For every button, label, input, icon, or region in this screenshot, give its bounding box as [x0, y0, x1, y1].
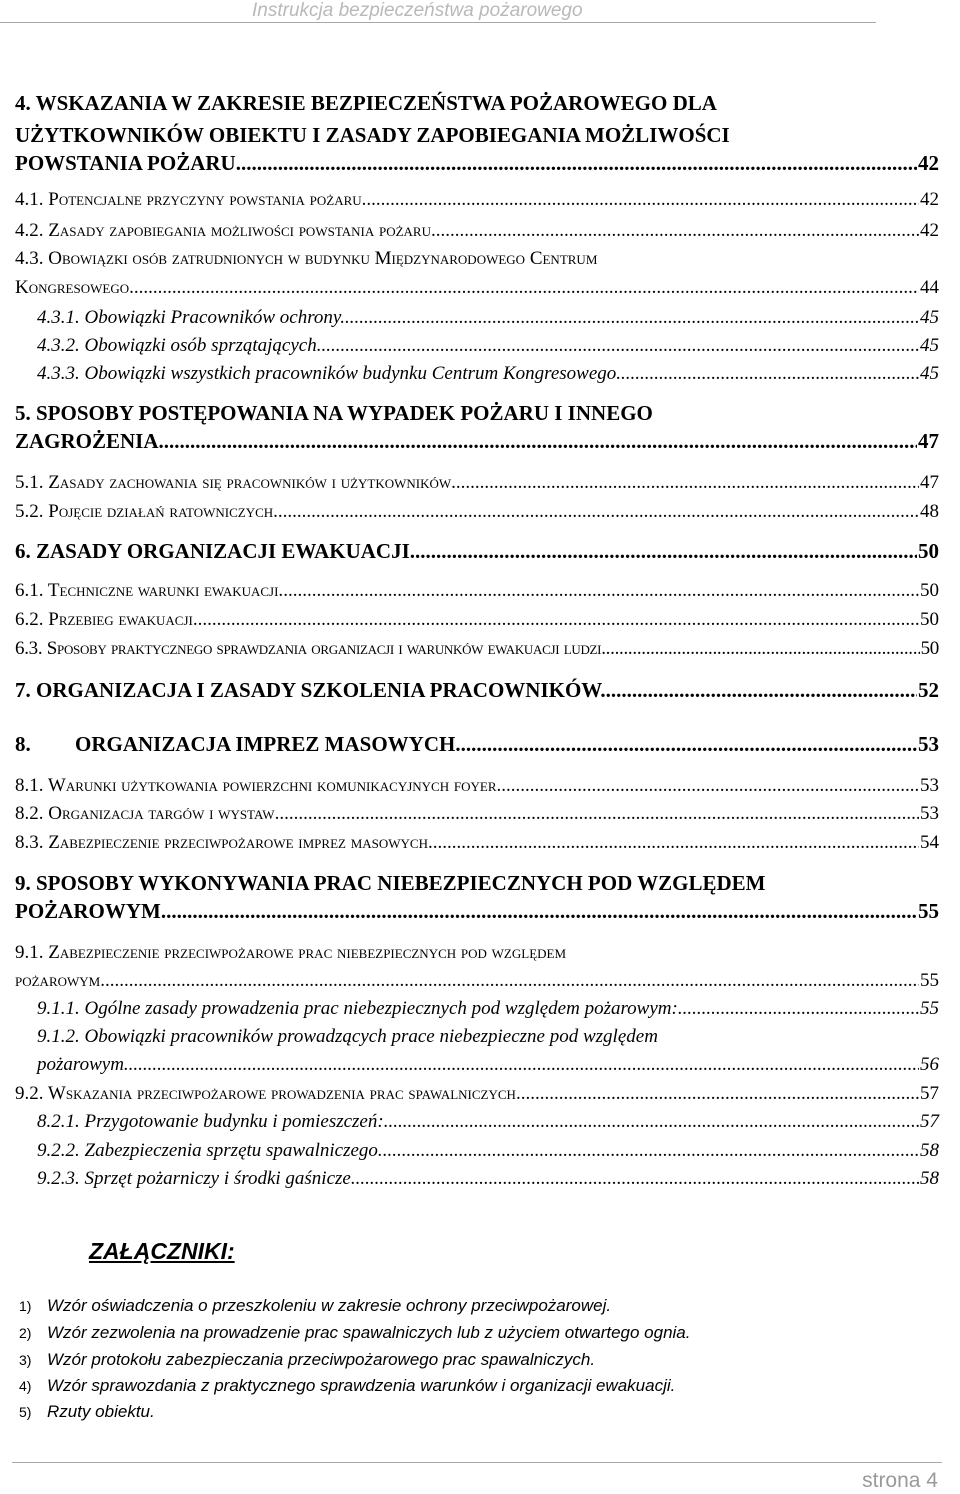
toc-entry-6-2[interactable]	[15, 607, 939, 633]
toc-section-9-line-1: 9. SPOSOBY WYKONYWANIA PRAC NIEBEZPIECZNYCH POD WZGLĘDEM	[15, 871, 766, 895]
document-header-title: Instrukcja bezpieczeństwa pożarowego	[252, 0, 583, 21]
attachment-number: 2)	[19, 1325, 32, 1341]
toc-entry-9-1-line-1: 9.1. Zabezpieczenie przeciwpożarowe prac niebezpiecznych pod względem	[15, 942, 567, 963]
toc-entry-title: 8.3. Zabezpieczenie przeciwpożarowe imprez masowych.	[15, 832, 433, 853]
toc-entry-section-7[interactable]	[15, 677, 939, 703]
toc-entry-title: Kongresowego.	[15, 277, 134, 298]
toc-entry-5-1[interactable]	[15, 470, 939, 496]
toc-entry-4-1[interactable]	[15, 187, 939, 213]
toc-entry-title: 4.1. Potencjalne przyczyny powstania pożaru.	[15, 189, 367, 210]
attachment-text: Wzór oświadczenia o przeszkoleniu w zakresie ochrony przeciwpożarowej.	[47, 1296, 612, 1315]
toc-dot-leader	[356, 1166, 919, 1192]
toc-section-5-line-1: 5. SPOSOBY POSTĘPOWANIA NA WYPADEK POŻARU I INNEGO	[15, 401, 653, 425]
toc-dot-leader	[278, 499, 919, 525]
toc-page-number: 52	[918, 678, 939, 702]
toc-entry-title: 8.2. Organizacja targów i wystaw.	[15, 803, 280, 824]
toc-dot-leader	[606, 636, 920, 662]
toc-entry-title: pożarowym.	[37, 1054, 129, 1075]
attachment-number: 1)	[19, 1298, 32, 1314]
attachment-item	[19, 1375, 675, 1397]
toc-entry-title: 9.1.1. Ogólne zasady prowadzenia prac niebezpiecznych pod względem pożarowym:	[37, 998, 678, 1019]
toc-entry-title: 9.2.2. Zabezpieczenia sprzętu spawalniczego.	[37, 1140, 383, 1161]
toc-entry-8-2[interactable]	[15, 801, 939, 827]
toc-page-number: 45	[920, 363, 939, 384]
toc-entry-section-8[interactable]	[15, 731, 939, 757]
toc-page-number: 56	[920, 1054, 939, 1075]
toc-entry-9-2-3[interactable]	[37, 1166, 939, 1192]
toc-entry-6-1[interactable]	[15, 578, 939, 604]
toc-page-number: 55	[918, 899, 939, 923]
toc-dot-leader	[678, 996, 919, 1022]
toc-dot-leader	[283, 578, 919, 604]
toc-dot-leader	[366, 187, 919, 213]
toc-dot-leader	[166, 898, 917, 924]
toc-page-number: 58	[920, 1168, 939, 1189]
attachment-text: Rzuty obiektu.	[47, 1402, 155, 1421]
toc-entry-title: 6. ZASADY ORGANIZACJI EWAKUACJI.	[15, 539, 416, 563]
toc-entry-title: ZAGROŻENIA.	[15, 429, 164, 453]
toc-entry-4-3-3[interactable]	[37, 361, 939, 387]
toc-entry-title: 4.2. Zasady zapobiegania możliwości powstania pożaru.	[15, 220, 436, 241]
toc-section-4-line-2: UŻYTKOWNIKÓW OBIEKTU I ZASADY ZAPOBIEGANIA MOŻLIWOŚCI	[15, 123, 730, 147]
toc-page-number: 45	[920, 307, 939, 328]
toc-dot-leader	[279, 801, 919, 827]
toc-entry-title: 6.2. Przebieg ewakuacji.	[15, 609, 198, 630]
toc-entry-title: 6.1. Techniczne warunki ewakuacji.	[15, 580, 284, 601]
attachment-item	[19, 1295, 611, 1317]
toc-entry-section-9[interactable]	[15, 898, 939, 924]
toc-entry-6-3[interactable]	[15, 636, 939, 662]
toc-dot-leader	[129, 1052, 919, 1078]
attachment-text: Wzór protokołu zabezpieczania przeciwpożarowego prac spawalniczych.	[47, 1350, 596, 1369]
toc-dot-leader	[164, 428, 917, 454]
toc-page-number: 53	[920, 775, 939, 796]
toc-entry-title: 8.1. Warunki użytkowania powierzchni komunikacyjnych foyer.	[15, 775, 502, 796]
attachments-heading: ZAŁĄCZNIKI:	[89, 1238, 235, 1264]
toc-page-number: 53	[920, 803, 939, 824]
toc-dot-leader	[501, 773, 919, 799]
toc-page-number: 48	[920, 501, 939, 522]
toc-entry-4-3-line-1: 4.3. Obowiązki osób zatrudnionych w budynku Międzynarodowego Centrum	[15, 248, 598, 269]
toc-dot-leader	[105, 968, 919, 994]
toc-entry-5-2[interactable]	[15, 499, 939, 525]
attachment-number: 5)	[19, 1404, 32, 1420]
toc-page-number: 50	[918, 539, 939, 563]
toc-entry-title: 9.2.3. Sprzęt pożarniczy i środki gaśnicze.	[37, 1168, 356, 1189]
toc-entry-8-1[interactable]	[15, 773, 939, 799]
toc-entry-title: 8.2.1. Przygotowanie budynku i pomieszczeń:	[37, 1111, 384, 1132]
toc-entry-8-3[interactable]	[15, 830, 939, 856]
toc-dot-leader	[415, 538, 917, 564]
toc-entry-9-1-2-line-1: 9.1.2. Obowiązki pracowników prowadzących prace niebezpieczne pod względem	[37, 1026, 658, 1047]
toc-entry-4-3[interactable]	[15, 275, 939, 301]
toc-page-number: 50	[920, 638, 939, 659]
toc-entry-9-1-2[interactable]	[37, 1052, 939, 1078]
toc-entry-number: 8.	[15, 732, 31, 756]
toc-dot-leader	[384, 1109, 919, 1135]
toc-entry-9-1[interactable]	[15, 968, 939, 994]
attachment-item	[19, 1401, 155, 1423]
toc-page-number: 42	[918, 151, 939, 175]
toc-entry-9-2-2[interactable]	[37, 1138, 939, 1164]
attachment-item	[19, 1349, 595, 1371]
toc-entry-9-1-1[interactable]	[37, 996, 939, 1022]
toc-entry-title: 5.1. Zasady zachowania się pracowników i użytkowników.	[15, 472, 456, 493]
toc-page-number: 58	[920, 1140, 939, 1161]
attachment-text: Wzór zezwolenia na prowadzenie prac spawalniczych lub z użyciem otwartego ognia.	[47, 1323, 691, 1342]
toc-entry-section-6[interactable]	[15, 538, 939, 564]
footer-divider	[12, 1462, 942, 1463]
toc-entry-4-3-1[interactable]	[37, 305, 939, 331]
toc-entry-9-2[interactable]	[15, 1081, 939, 1107]
toc-entry-title: POŻAROWYM.	[15, 899, 167, 923]
toc-entry-title: 6.3. Sposoby praktycznego sprawdzania organizacji i warunków ewakuacji ludzi.	[15, 638, 606, 659]
toc-dot-leader	[433, 830, 919, 856]
toc-dot-leader	[521, 1081, 919, 1107]
toc-dot-leader	[321, 333, 919, 359]
toc-entry-title: 9.2. Wskazania przeciwpożarowe prowadzenia prac spawalniczych.	[15, 1083, 521, 1104]
toc-entry-4-2[interactable]	[15, 218, 939, 244]
toc-page-number: 42	[920, 220, 939, 241]
toc-entry-title: 7. ORGANIZACJA I ZASADY SZKOLENIA PRACOWNIKÓW.	[15, 678, 606, 702]
toc-entry-title: ORGANIZACJA IMPREZ MASOWYCH	[75, 732, 456, 756]
toc-page-number: 53	[918, 732, 939, 756]
toc-entry-section-4[interactable]	[15, 150, 939, 176]
attachment-number: 3)	[19, 1352, 32, 1368]
toc-dot-leader	[198, 607, 919, 633]
toc-page-number: 44	[920, 277, 939, 298]
toc-page-number: 42	[920, 189, 939, 210]
attachment-item	[19, 1322, 691, 1344]
toc-dot-leader	[455, 731, 917, 757]
toc-page-number: 50	[920, 580, 939, 601]
toc-entry-title: 4.3.1. Obowiązki Pracowników ochrony.	[37, 307, 346, 328]
toc-entry-8-2-1[interactable]	[37, 1109, 939, 1135]
toc-page-number: 54	[920, 832, 939, 853]
attachment-text: Wzór sprawozdania z praktycznego sprawdzenia warunków i organizacji ewakuacji.	[47, 1376, 676, 1395]
page-number-label: strona 4	[862, 1469, 938, 1492]
toc-entry-section-5[interactable]	[15, 428, 939, 454]
toc-dot-leader	[456, 470, 919, 496]
toc-dot-leader	[436, 218, 919, 244]
toc-dot-leader	[241, 150, 917, 176]
toc-page-number: 45	[920, 335, 939, 356]
toc-entry-title: POWSTANIA POŻARU.	[15, 151, 241, 175]
toc-page-number: 57	[920, 1111, 939, 1132]
attachment-number: 4)	[19, 1378, 32, 1394]
toc-entry-title: 5.2. Pojęcie działań ratowniczych.	[15, 501, 278, 522]
toc-page-number: 57	[920, 1083, 939, 1104]
toc-page-number: 55	[920, 998, 939, 1019]
toc-entry-title: 4.3.2. Obowiązki osób sprzątających.	[37, 335, 322, 356]
toc-dot-leader	[134, 275, 919, 301]
toc-dot-leader	[345, 305, 919, 331]
toc-dot-leader	[383, 1138, 919, 1164]
toc-entry-title: 4.3.3. Obowiązki wszystkich pracowników budynku Centrum Kongresowego.	[37, 363, 622, 384]
toc-dot-leader	[621, 361, 919, 387]
toc-page-number: 47	[920, 472, 939, 493]
toc-page-number: 47	[918, 429, 939, 453]
header-divider	[0, 22, 876, 23]
toc-entry-title: pożarowym.	[15, 970, 105, 991]
toc-dot-leader	[606, 677, 917, 703]
toc-entry-4-3-2[interactable]	[37, 333, 939, 359]
toc-section-4-line-1: 4. WSKAZANIA W ZAKRESIE BEZPIECZEŃSTWA POŻAROWEGO DLA	[15, 91, 717, 115]
toc-page-number: 50	[920, 609, 939, 630]
toc-page-number: 55	[920, 970, 939, 991]
